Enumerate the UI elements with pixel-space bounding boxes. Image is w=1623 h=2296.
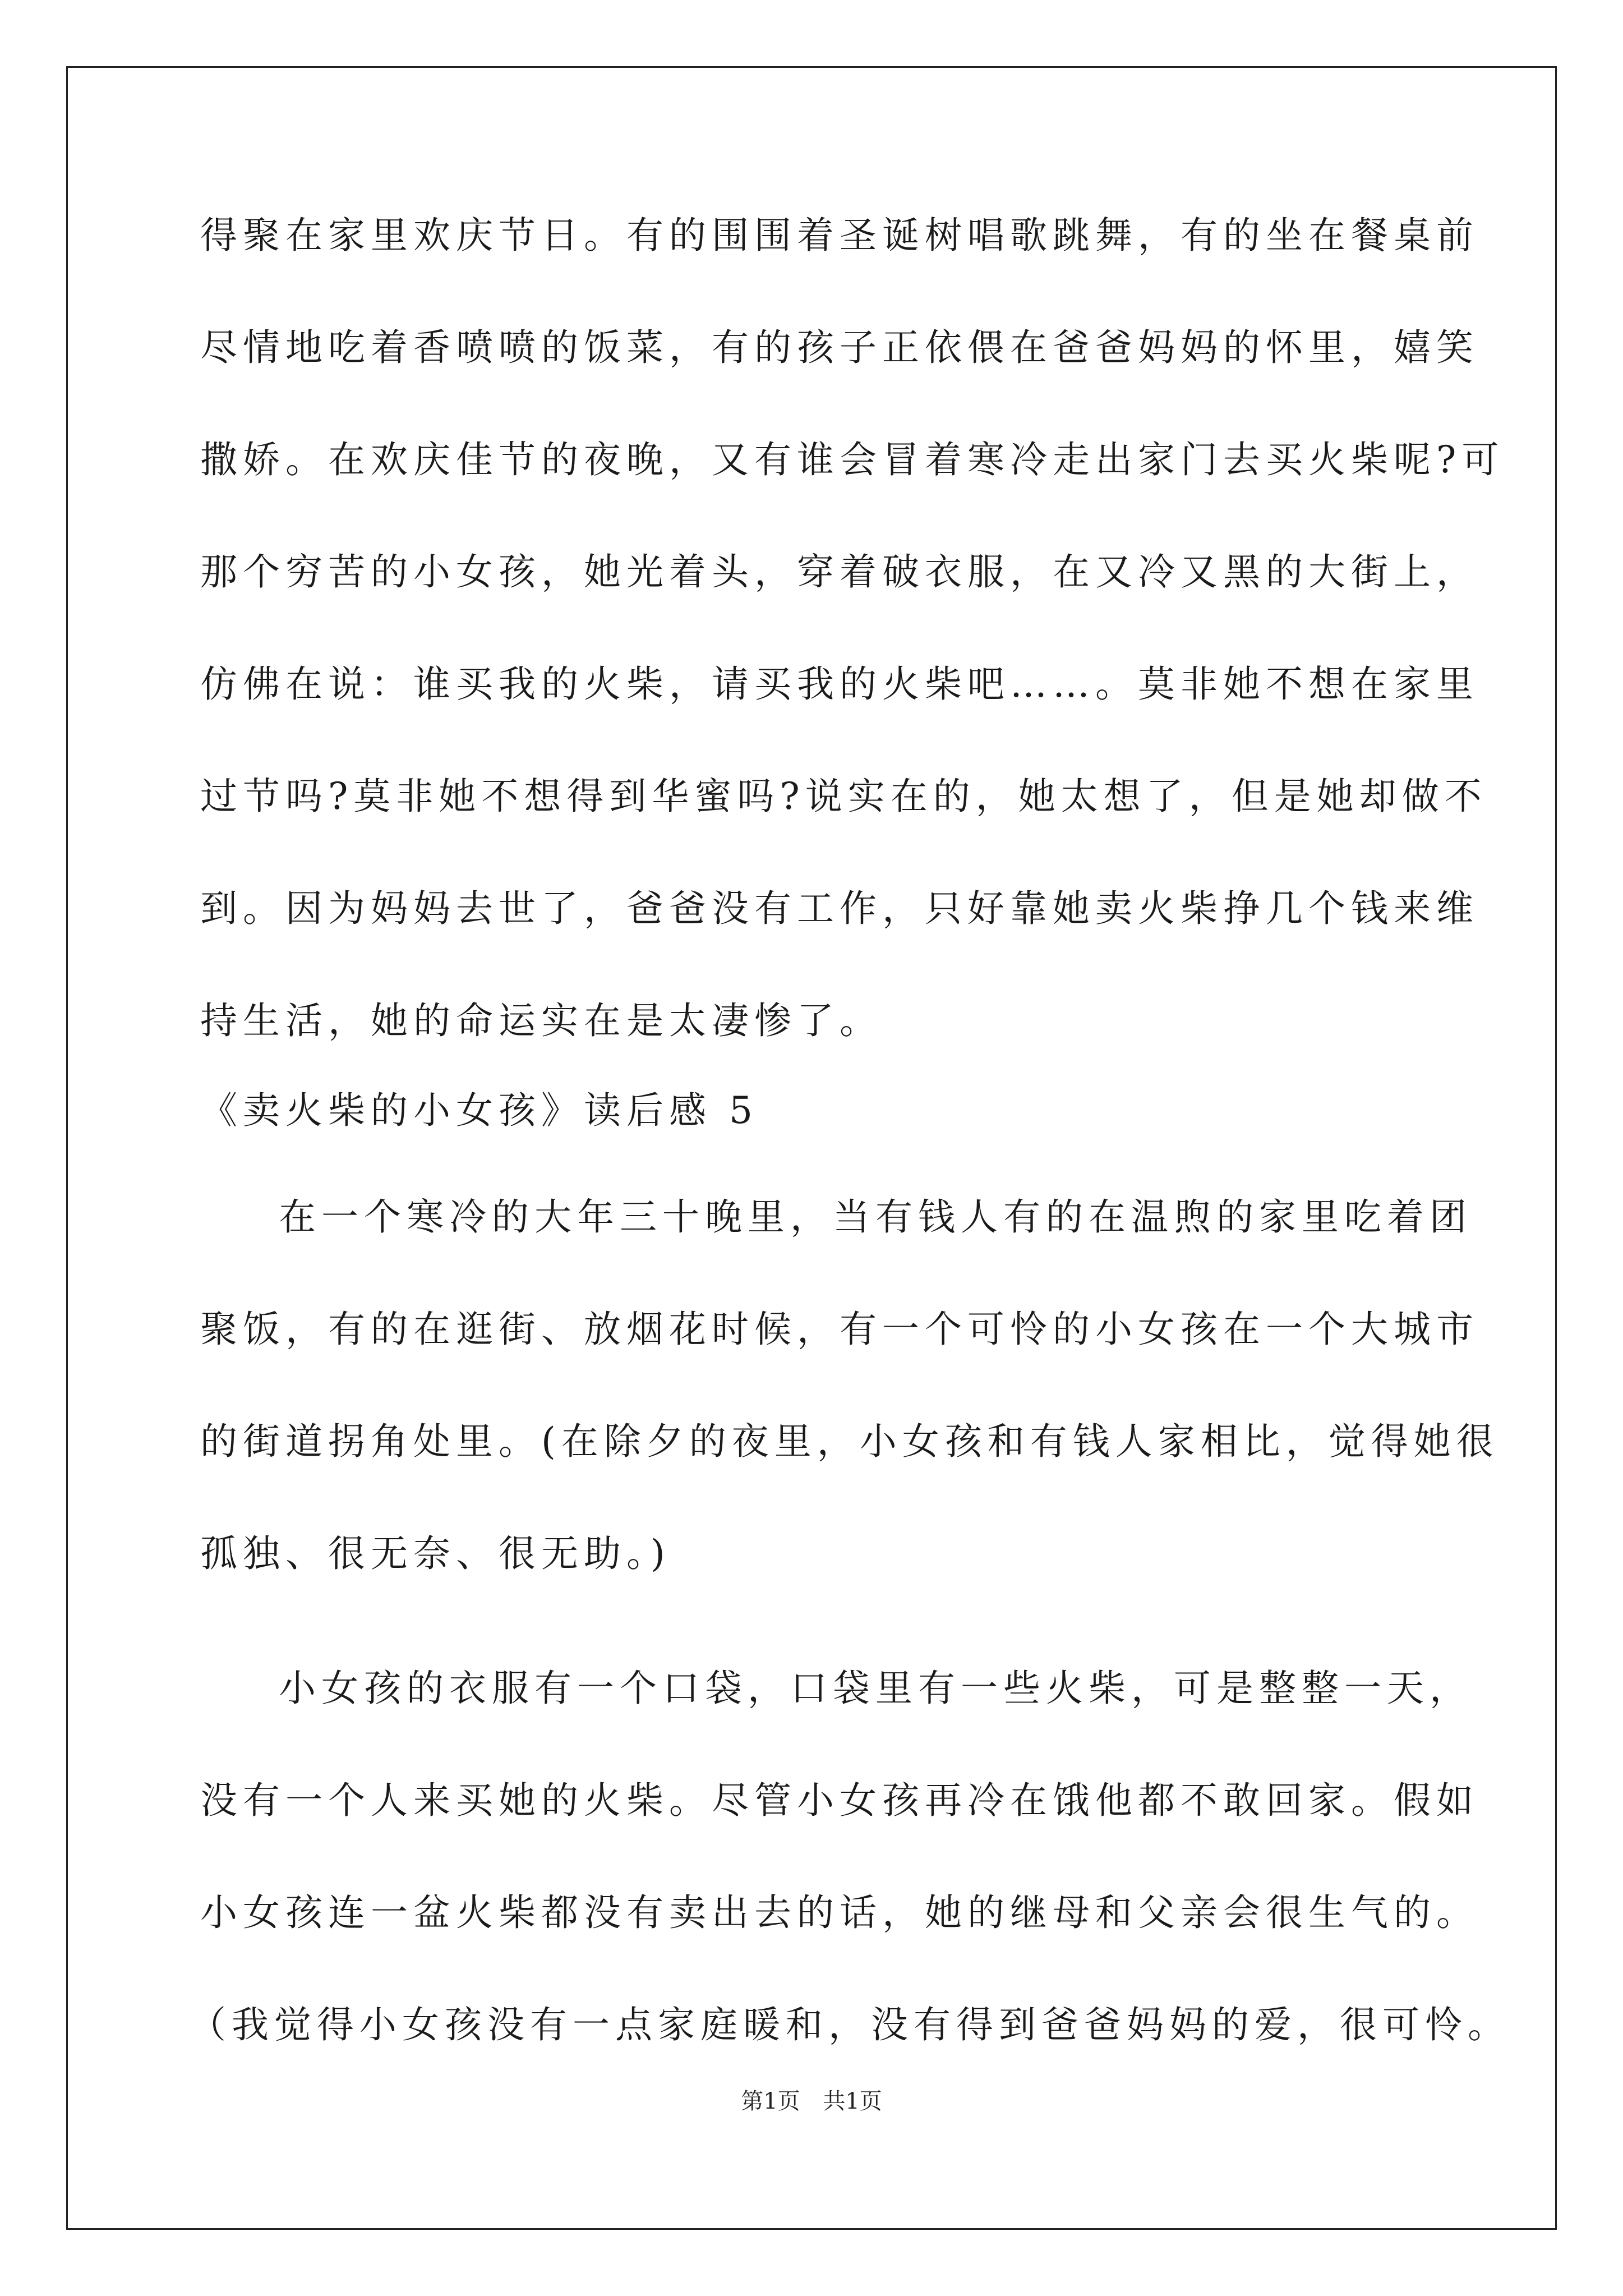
text-line: 仿佛在说：谁买我的火柴，请买我的火柴吧……。莫非她不想在家里 — [200, 662, 1479, 706]
page-total: 共1页 — [823, 2088, 882, 2114]
text-line: 持生活，她的命运实在是太凄惨了。 — [200, 999, 882, 1042]
text-line: 小女孩连一盆火柴都没有卖出去的话，她的继母和父亲会很生气的。 — [200, 1891, 1479, 1934]
text-line: 过节吗?莫非她不想得到华蜜吗?说实在的，她太想了，但是她却做不 — [200, 775, 1487, 818]
text-line: 在一个寒冷的大年三十晚里，当有钱人有的在温煦的家里吃着团 — [279, 1195, 1472, 1239]
text-line: 尽情地吃着香喷喷的饭菜，有的孩子正依偎在爸爸妈妈的怀里，嬉笑 — [200, 326, 1479, 369]
text-line: 孤独、很无奈、很无助。) — [200, 1532, 671, 1575]
page-number: 第1页 — [741, 2088, 800, 2114]
text-line: 的街道拐角处里。(在除夕的夜里，小女孩和有钱人家相比，觉得她很 — [200, 1420, 1499, 1463]
text-line: 到。因为妈妈去世了，爸爸没有工作，只好靠她卖火柴挣几个钱来维 — [200, 887, 1479, 930]
text-line: 小女孩的衣服有一个口袋，口袋里有一些火柴，可是整整一天， — [279, 1667, 1472, 1710]
page-footer — [0, 2085, 1623, 2118]
section-title: 《卖火柴的小女孩》读后感 5 — [200, 1089, 758, 1132]
text-line: 没有一个人来买她的火柴。尽管小女孩再冷在饿他都不敢回家。假如 — [200, 1779, 1479, 1822]
text-line: 得聚在家里欢庆节日。有的围围着圣诞树唱歌跳舞，有的坐在餐桌前 — [200, 214, 1479, 257]
text-line: 撒娇。在欢庆佳节的夜晚，又有谁会冒着寒冷走出家门去买火柴呢?可 — [200, 438, 1505, 481]
text-line: 那个穷苦的小女孩，她光着头，穿着破衣服，在又冷又黑的大街上， — [200, 550, 1479, 593]
text-line: （我觉得小女孩没有一点家庭暖和，没有得到爸爸妈妈的爱，很可怜。 — [189, 2003, 1510, 2046]
text-line: 聚饭，有的在逛街、放烟花时候，有一个可怜的小女孩在一个大城市 — [200, 1308, 1479, 1351]
